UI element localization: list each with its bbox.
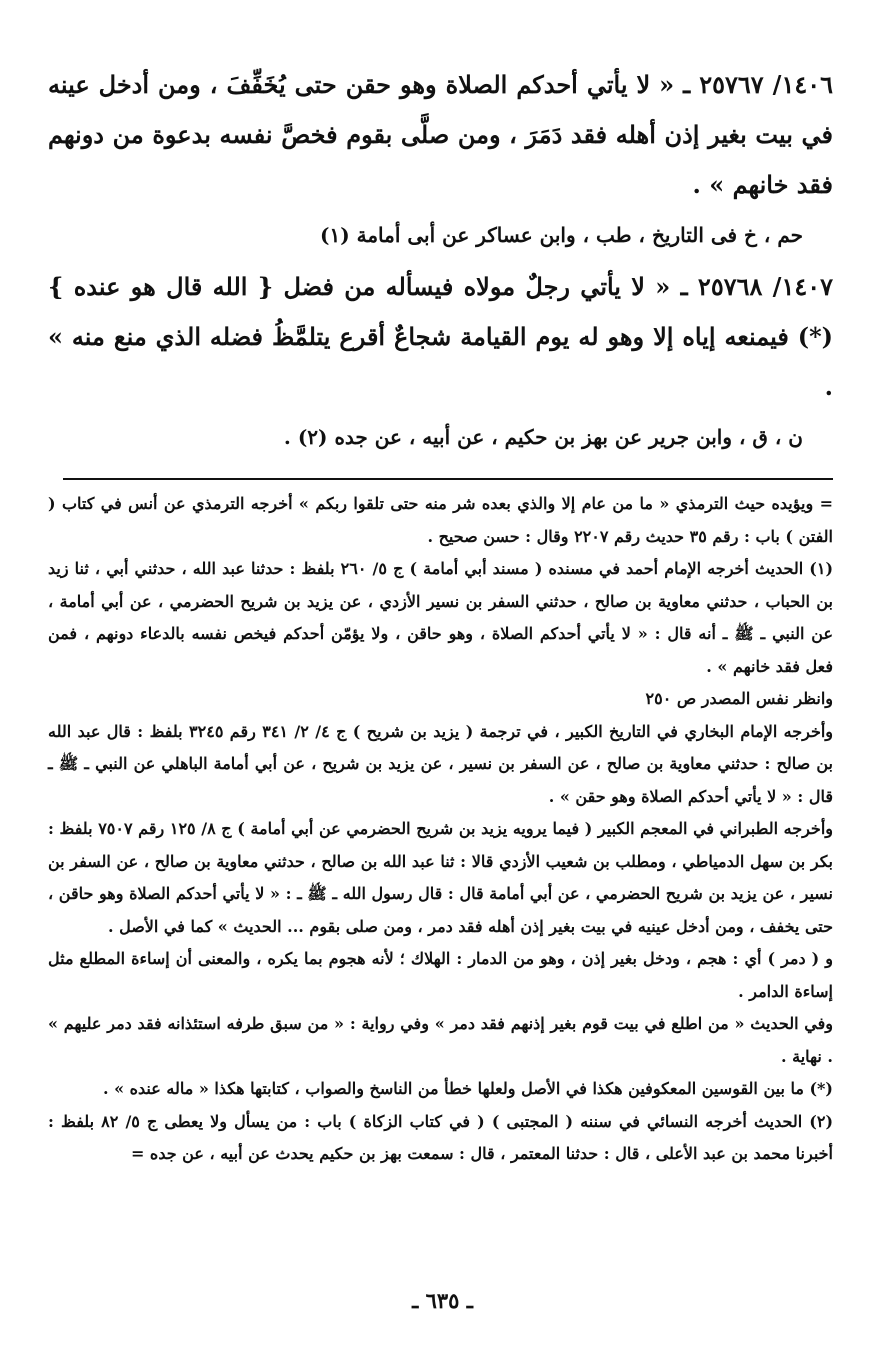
footnote: (١) الحديث أخرجه الإمام أحمد في مسنده ( مسند أبي أمامة ) ج ٥/ ٢٦٠ بلفظ : حدثنا عبد الله ، حدثني أبي ، ثنا زيد بن الحباب ، حدثني معاوية بن صالح ، حدثني السفر بن نسير الأزدي ، عن يزيد بن شريح الحضرمي ، عن أبي أمامة ، عن النبي ـ ﷺ ـ أنه قال : « لا يأتي أحدكم الصلاة ، وهو حاقن ، ولا يؤمّن أحدكم فيخص نفسه بالدعاء دونهم ، فمن فعل فقد خانهم » . <box>48 559 834 676</box>
footnote: = ويؤيده حيث الترمذي « ما من عام إلا والذي بعده شر منه حتى تلقوا ربكم » أخرجه الترمذي عن أنس في كتاب ( الفتن ) باب : رقم ٣٥ حديث رقم ٢٢٠٧ وقال : حسن صحيح . <box>48 494 833 546</box>
footnote: وفي الحديث « من اطلع في بيت قوم بغير إذنهم فقد دمر » وفي رواية : « من سبق طرفه استئذانه فقد دمر عليهم » . نهاية . <box>48 1014 833 1066</box>
footnote: (*) ما بين القوسين المعكوفين هكذا في الأصل ولعلها خطأ من الناسخ والصواب ، كتابتها هكذا « ماله عنده » . <box>102 1079 833 1098</box>
hadith-source: ن ، ق ، وابن جرير عن بهز بن حكيم ، عن أبيه ، عن جده (٢) . <box>283 425 803 449</box>
hadith-text: ١٤٠٧/ ٢٥٧٦٨ ـ « لا يأتي رجلٌ مولاه فيسأله من فضل { الله قال هو عنده } (*) فيمنعه إياه إلا وهو له يوم القيامة شجاعٌ أقرع يتلمَّظُ فضله الذي منع منه » . <box>48 272 834 401</box>
page-number: ـ ٦٣٥ ـ <box>412 1288 473 1313</box>
footnotes <box>48 488 833 1171</box>
footnote: وأخرجه الإمام البخاري في التاريخ الكبير ، في ترجمة ( يزيد بن شريح ) ج ٤/ ٢/ ٣٤١ رقم ٣٢٤٥ بلفظ : قال عبد الله بن صالح : حدثني معاوية بن صالح ، عن السفر بن نسير ، عن يزيد بن شريح ، عن أبي أمامة الباهلي عن النبي ـ ﷺ ـ قال : « لا يأتي أحدكم الصلاة وهو حقن » . <box>48 721 834 806</box>
footnote-divider <box>63 478 833 480</box>
hadith-text: ١٤٠٦/ ٢٥٧٦٧ ـ « لا يأتي أحدكم الصلاة وهو حقن حتى يُخَفِّفَ ، ومن أدخل عينه في بيت بغير إذن أهله فقد دَمَرَ ، ومن صلَّى بقوم فخصَّ نفسه بدعوة من دونهم فقد خانهم » . <box>48 70 834 199</box>
footnote: وأخرجه الطبراني في المعجم الكبير ( فيما يرويه يزيد بن شريح الحضرمي عن أبي أمامة ) ج ٨/ ١٢٥ رقم ٧٥٠٧ بلفظ : بكر بن سهل الدمياطي ، ومطلب بن شعيب الأزدي قالا : ثنا عبد الله بن صالح ، حدثني معاوية بن صالح ، عن السفر بن نسير ، عن يزيد بن شريح الحضرمي ، عن أبي أمامة قال : قال رسول الله ـ ﷺ ـ : « لا يأتي أحدكم الصلاة وهو حاقن ، حتى يخفف ، ومن أدخل عينيه في بيت بغير إذن أهله فقد دمر ، ومن صلى بقوم ... الحديث » كما في الأصل . <box>48 819 833 936</box>
hadith-source: حم ، خ فى التاريخ ، طب ، وابن عساكر عن أبى أمامة (١) <box>319 223 803 247</box>
footnote: و ( دمر ) أي : هجم ، ودخل بغير إذن ، وهو من الدمار : الهلاك ؛ لأنه هجوم بما يكره ، والمعنى أن إساءة المطلع مثل إساءة الدامر . <box>48 949 833 1001</box>
footnote: (٢) الحديث أخرجه النسائي في سننه ( المجتبى ) ( في كتاب الزكاة ) باب : من يسأل ولا يعطى ج ٥/ ٨٢ بلفظ : أخبرنا محمد بن عبد الأعلى ، قال : حدثنا المعتمر ، قال : سمعت بهز بن حكيم يحدث عن أبيه ، عن جده = <box>48 1111 834 1163</box>
footnote: وانظر نفس المصدر ص ٢٥٠ <box>645 689 833 708</box>
